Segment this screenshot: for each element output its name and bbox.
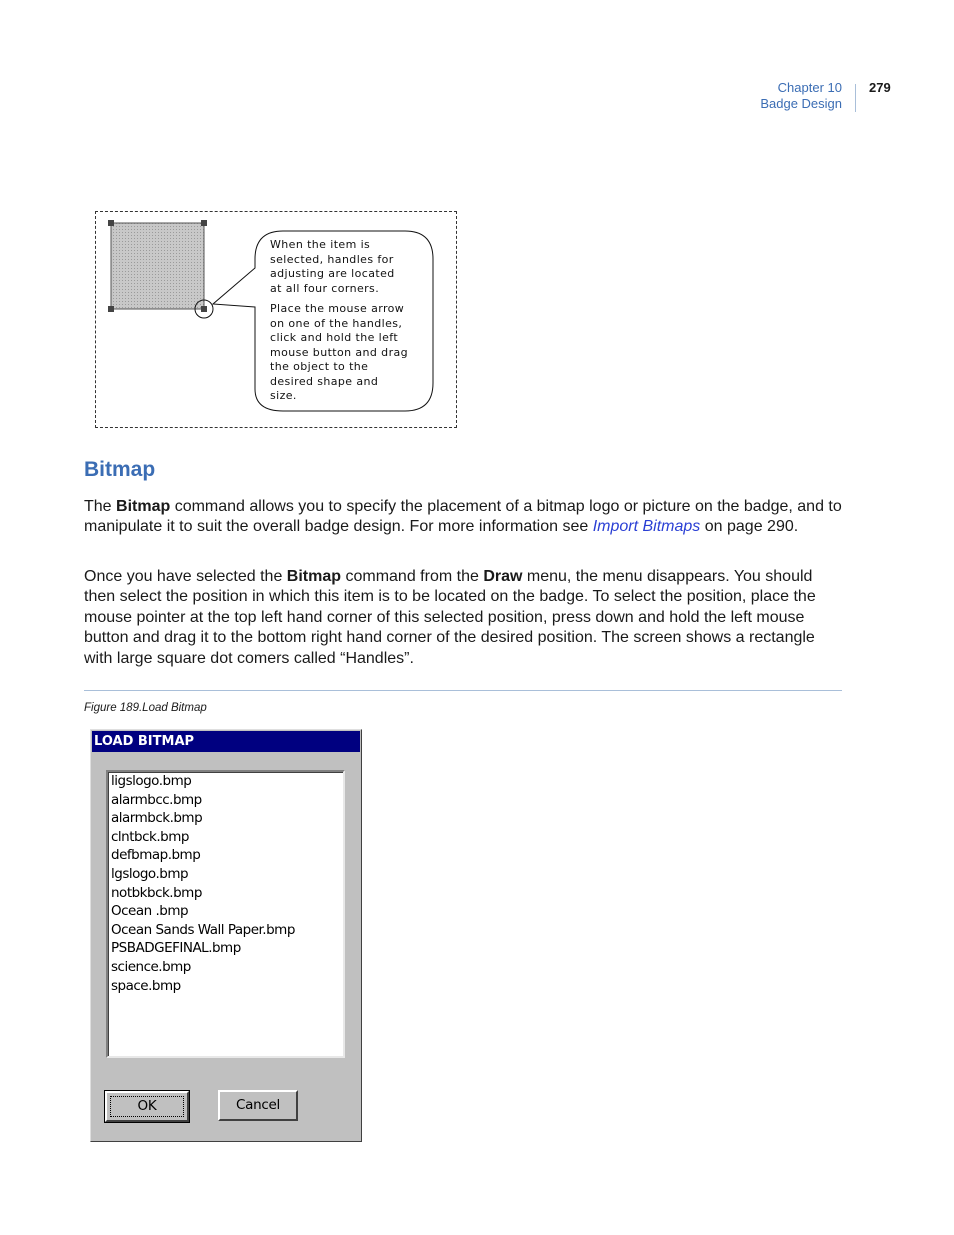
file-list-item[interactable]: alarmbcc.bmp	[111, 791, 202, 808]
cancel-button[interactable]	[218, 1090, 298, 1121]
handles-illustration	[95, 211, 457, 428]
para1-text: on page 290.	[700, 518, 799, 536]
ok-button[interactable]	[105, 1091, 189, 1122]
file-list-item[interactable]: clntbck.bmp	[111, 828, 189, 845]
handle-bottom-right	[201, 306, 207, 312]
para1-text: command allows you to specify the placement of a bitmap logo or picture on the badge, and to manipulate it to suit the overall badge design. For more information see	[84, 498, 842, 536]
paragraph-2	[84, 567, 844, 669]
para2-bold: Draw	[483, 568, 523, 585]
bitmap-file-list[interactable]	[106, 770, 345, 1058]
dialog-title-bar: LOAD BITMAP	[92, 731, 360, 752]
handle-top-right	[201, 220, 207, 226]
file-list-item[interactable]: PSBADGEFINAL.bmp	[111, 940, 241, 957]
running-header-chapter: Chapter 10	[777, 80, 842, 95]
para1-bold: Bitmap	[116, 498, 171, 515]
file-list-item[interactable]: defbmap.bmp	[111, 847, 201, 864]
ok-button-label: OK	[137, 1098, 157, 1114]
para2-text: command from the	[341, 568, 484, 585]
file-list-item[interactable]: lgslogo.bmp	[111, 866, 189, 882]
para1-text: The	[84, 498, 117, 515]
handle-bottom-left	[108, 306, 114, 312]
paragraph-1	[84, 497, 844, 538]
para2-text: Once you have selected the	[84, 568, 287, 585]
page-number: 279	[869, 80, 891, 95]
callout-text-1: When the item is selected, handles for adjusting are located at all four corners.	[270, 238, 395, 295]
selected-rectangle	[111, 223, 204, 309]
para2-text: menu, the menu disappears. You should then select the position in which this item is to be located on the badge. To select the position, place the mouse pointer at the top left hand corner of this selected position, press down and hold the left mouse button and drag it to the bottom right hand corner of the desired position. The screen shows a rectangle with large square dot comers called “Handles”.	[84, 568, 816, 667]
file-list-item[interactable]: notbkbck.bmp	[111, 884, 202, 901]
header-divider	[855, 84, 856, 112]
figure-caption: Figure 189.Load Bitmap	[84, 702, 207, 714]
focus-rectangle	[110, 1096, 184, 1117]
import-bitmaps-link[interactable]: Import Bitmaps	[592, 518, 701, 536]
load-bitmap-dialog	[90, 729, 362, 1142]
file-list-item[interactable]: Ocean .bmp	[111, 903, 189, 920]
callout-text-2: Place the mouse arrow on one of the handles, click and hold the left mouse button and drag the object to the desired shape and size.	[270, 302, 409, 402]
file-list-item[interactable]: science.bmp	[111, 959, 191, 975]
para2-bold: Bitmap	[286, 568, 342, 585]
section-title: Bitmap	[84, 458, 156, 481]
handle-top-left	[108, 220, 114, 226]
file-list-item[interactable]: space.bmp	[111, 977, 181, 994]
figure-divider	[84, 690, 842, 691]
file-list-item[interactable]: Ocean Sands Wall Paper.bmp	[111, 921, 295, 938]
file-list-item[interactable]: ligslogo.bmp	[111, 773, 192, 789]
running-header-section: Badge Design	[760, 96, 842, 111]
file-list-item[interactable]: alarmbck.bmp	[111, 810, 203, 827]
cancel-button-label: Cancel	[236, 1097, 280, 1113]
